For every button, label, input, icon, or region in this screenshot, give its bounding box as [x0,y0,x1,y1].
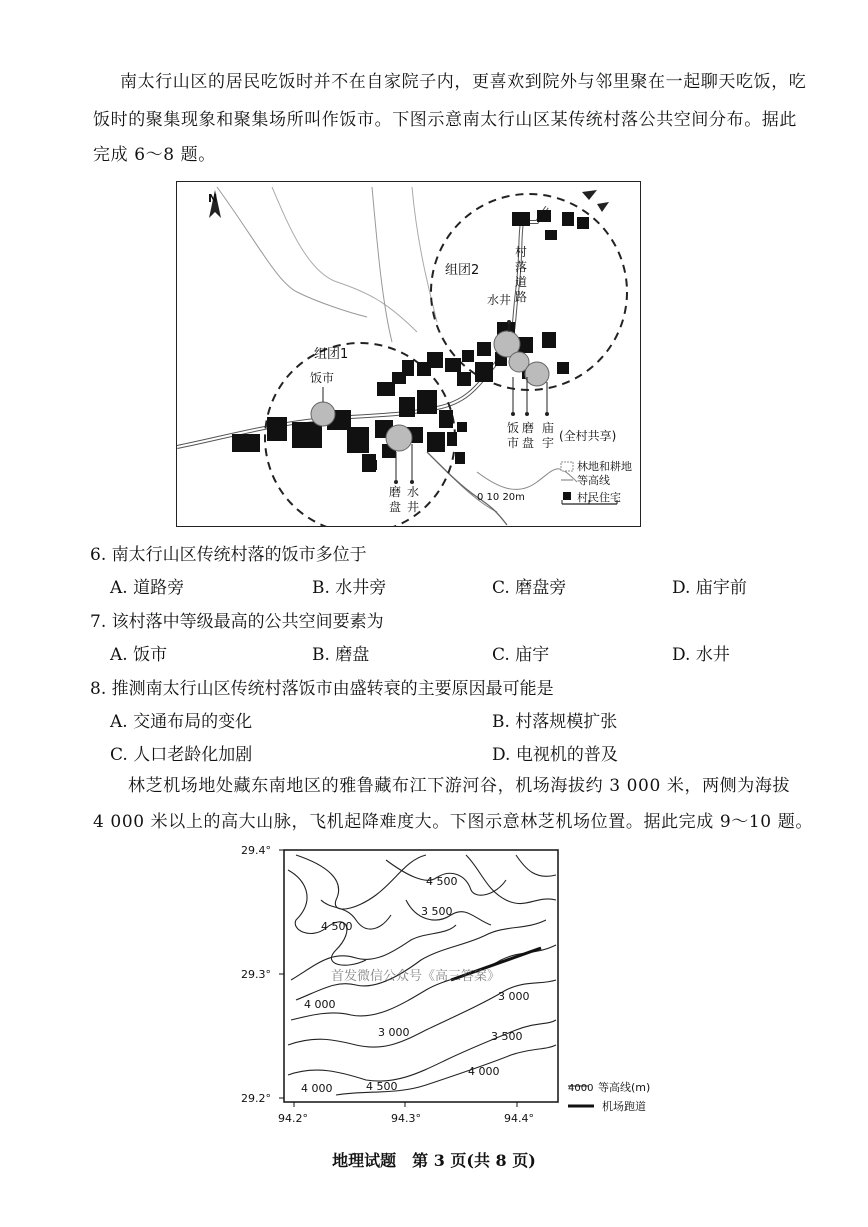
q7-option-c[interactable]: C. 庙宇 [492,645,550,665]
q7-option-b[interactable]: B. 磨盘 [312,645,370,665]
well-label-g2: 水井 [487,293,512,307]
village-road-char-4: 路 [515,290,528,304]
legend-house: 村民住宅 [577,491,621,504]
g2-miaoyu-char-2: 宇 [542,436,555,450]
fanshi-label-g1: 饭市 [310,371,335,385]
g1-well-char-2: 井 [407,500,420,514]
g1-mopan-char-2: 盘 [389,500,402,514]
airport-map-container [236,840,676,1140]
page-footer: 地理试题 第 3 页(共 8 页) [332,1151,536,1170]
contour-label-8: 4 500 [366,1080,398,1093]
village-map [176,181,641,527]
legend-contour: 等高线 [577,474,610,487]
q6-option-d[interactable]: D. 庙宇前 [672,578,747,598]
contour-label-10: 3 000 [498,990,530,1003]
contour-label-3: 4 500 [321,920,353,933]
village-road-char-1: 村 [515,245,528,259]
village-map-svg [177,182,640,526]
q7-option-d[interactable]: D. 水井 [672,645,730,665]
map2-legend [568,1080,650,1113]
q8-option-d[interactable]: D. 电视机的普及 [492,745,618,765]
scale-bar-label: 0 10 20m [477,492,525,503]
legend-runway: 机场跑道 [602,1100,646,1113]
g2-mopan-char-2: 盘 [522,436,535,450]
contour-label-7: 4 000 [301,1082,333,1095]
group1-label: 组团1 [314,347,349,362]
contour-label-5: 3 000 [378,1026,410,1039]
contour-label-2: 3 500 [421,905,453,918]
village-road-char-3: 道 [515,275,528,289]
g1-mopan-char-1: 磨 [389,485,402,499]
legend-contour: 等高线(m) [598,1081,651,1094]
q6-option-c[interactable]: C. 磨盘旁 [492,578,567,598]
passage1-line1: 南太行山区的居民吃饭时并不在自家院子内，更喜欢到院外与邻里聚在一起聊天吃饭，吃 [120,72,807,92]
q7-stem: 7. 该村落中等级最高的公共空间要素为 [90,612,384,632]
contour-label-9: 4 000 [468,1065,500,1078]
lon-label-2: 94.3° [391,1112,421,1125]
contour-label-1: 4 500 [426,875,458,888]
legend-forest: 林地和耕地 [577,460,632,473]
g2-shared-label: (全村共享) [559,429,617,443]
q8-option-c[interactable]: C. 人口老龄化加剧 [110,745,253,765]
q6-option-a[interactable]: A. 道路旁 [110,578,185,598]
g2-miaoyu-char-1: 庙 [542,421,555,435]
g2-fanshi-char-2: 市 [507,436,520,450]
passage2-line2: 4 000 米以上的高大山脉，飞机起降难度大。下图示意林芝机场位置。据此完成 9～10 题。 [93,812,813,832]
q8-stem: 8. 推测南太行山区传统村落饭市由盛转衰的主要原因最可能是 [90,679,554,699]
passage1-line2: 饭时的聚集现象和聚集场所叫作饭市。下图示意南太行山区某传统村落公共空间分布。据此 [93,110,797,130]
lon-label-3: 94.4° [504,1112,534,1125]
passage1-line3: 完成 6～8 题。 [93,145,216,165]
q6-option-b[interactable]: B. 水井旁 [312,578,387,598]
lat-label-2: 29.3° [241,968,271,981]
north-label: N [208,192,218,205]
airport-map-svg [236,840,676,1140]
passage2-line1: 林芝机场地处藏东南地区的雅鲁藏布江下游河谷，机场海拔约 3 000 米，两侧为海拔 [128,776,791,796]
q6-stem: 6. 南太行山区传统村落的饭市多位于 [90,545,367,565]
watermark: 首发微信公众号《高三答案》 [331,969,501,984]
g2-fanshi-char-1: 饭 [507,421,520,435]
lat-label-1: 29.4° [241,844,271,857]
contour-label-4: 4 000 [304,998,336,1011]
legend-forest-swatch [561,462,573,471]
q7-option-a[interactable]: A. 饭市 [110,645,168,665]
q8-option-b[interactable]: B. 村落规模扩张 [492,712,618,732]
g2-mopan-char-1: 磨 [522,421,535,435]
g1-well-char-1: 水 [407,485,420,499]
legend-house-swatch [563,492,571,500]
q8-option-a[interactable]: A. 交通布局的变化 [110,712,253,732]
contour-label-6: 3 500 [491,1030,523,1043]
group2-label: 组团2 [445,263,480,278]
lat-label-3: 29.2° [241,1092,271,1105]
village-road-char-2: 落 [515,260,528,274]
lon-label-1: 94.2° [278,1112,308,1125]
legend-contour-value: 4000 [568,1083,594,1094]
